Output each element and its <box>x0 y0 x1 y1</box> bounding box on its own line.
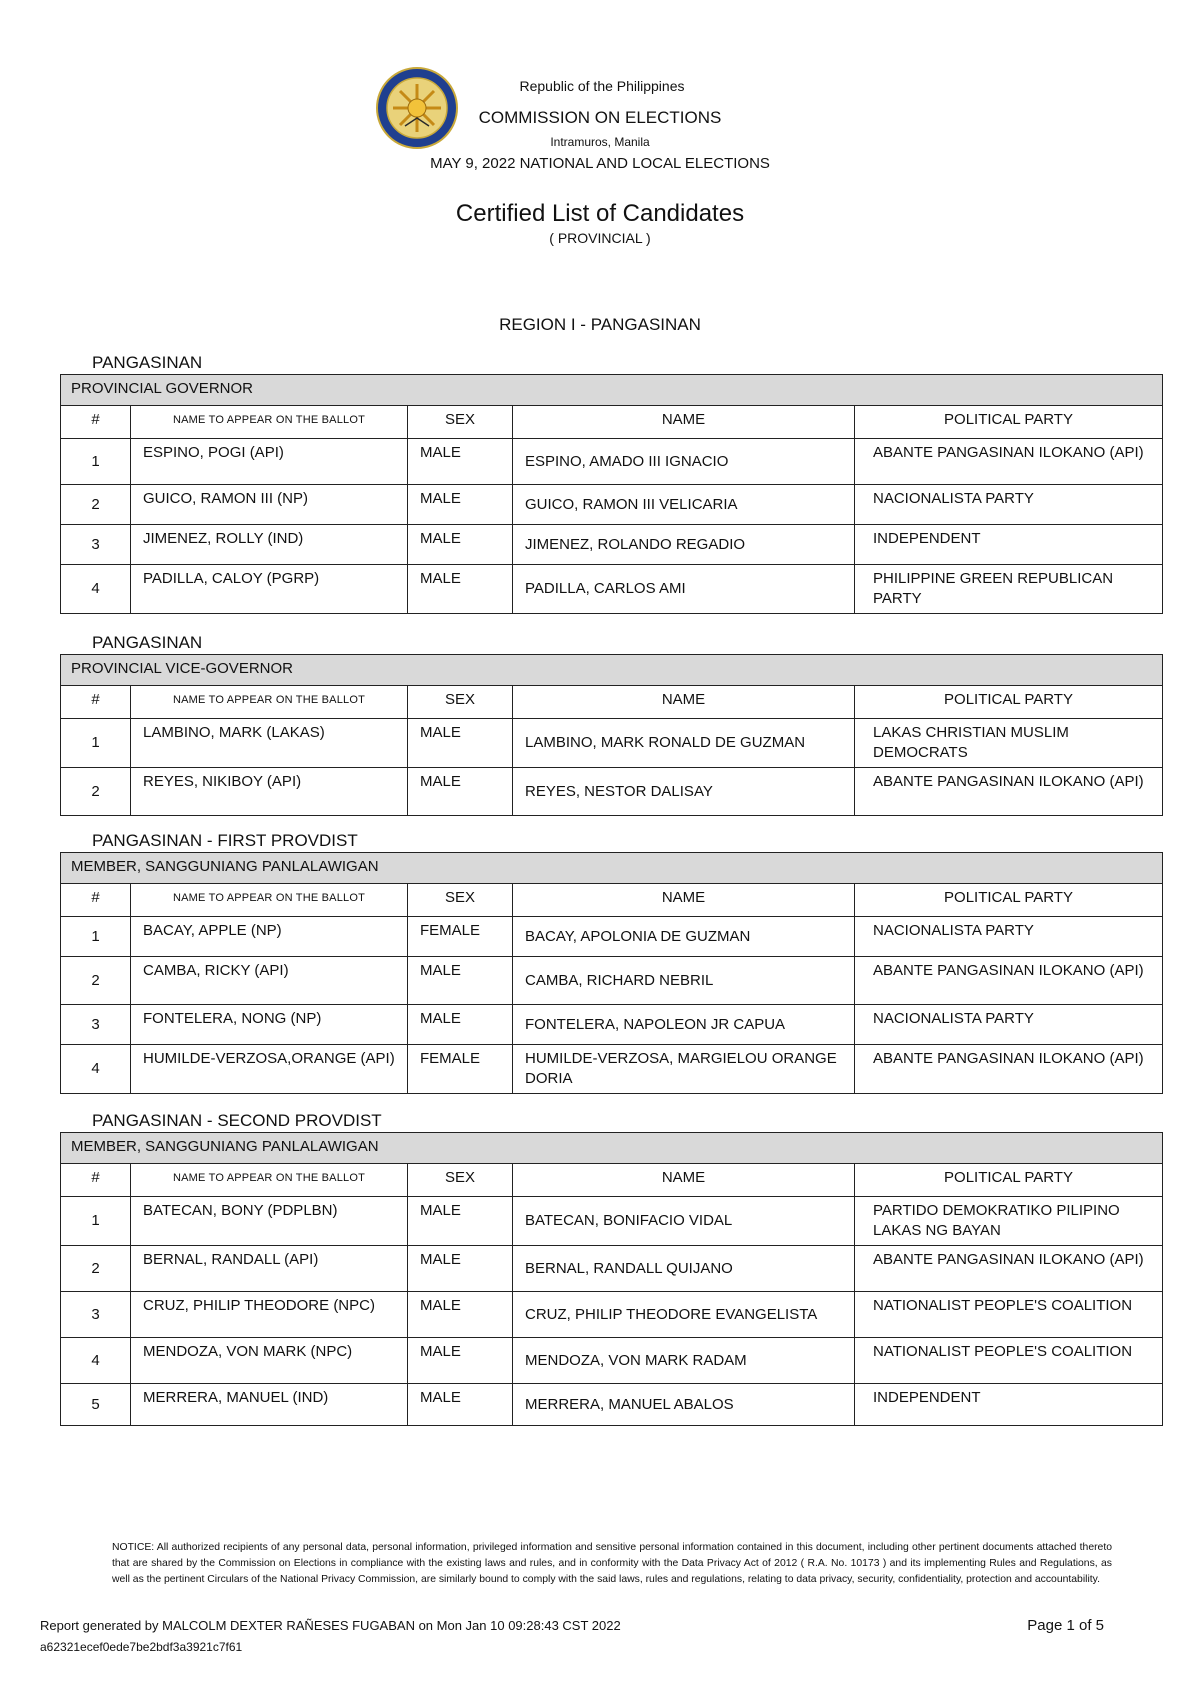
table-row <box>61 485 1163 525</box>
cell-ballot-name: LAMBINO, MARK (LAKAS) <box>131 719 408 768</box>
column-header-name: NAME <box>513 884 855 917</box>
cell-party: NACIONALISTA PARTY <box>855 1005 1163 1045</box>
cell-number: 5 <box>61 1384 131 1426</box>
cell-number: 1 <box>61 917 131 957</box>
cell-ballot-name: BATECAN, BONY (PDPLBN) <box>131 1197 408 1246</box>
position-title: PROVINCIAL VICE-GOVERNOR <box>61 655 1163 686</box>
region-heading: REGION I - PANGASINAN <box>499 315 701 334</box>
cell-party: ABANTE PANGASINAN ILOKANO (API) <box>855 768 1163 816</box>
report-generated-note: Report generated by MALCOLM DEXTER RAÑESES FUGABAN on Mon Jan 10 09:28:43 CST 2022 <box>40 1618 621 1633</box>
cell-party: INDEPENDENT <box>855 525 1163 565</box>
cell-full-name: BATECAN, BONIFACIO VIDAL <box>513 1197 855 1246</box>
cell-number: 4 <box>61 565 131 614</box>
cell-ballot-name: HUMILDE-VERZOSA,ORANGE (API) <box>131 1045 408 1094</box>
column-header-row <box>61 1164 1163 1197</box>
commission-heading: COMMISSION ON ELECTIONS <box>478 108 722 127</box>
cell-number: 1 <box>61 1197 131 1246</box>
cell-sex: MALE <box>408 1246 513 1292</box>
cell-sex: MALE <box>408 1005 513 1045</box>
privacy-notice: NOTICE: All authorized recipients of any personal data, personal information, privileged information and sensitive personal information contained in this document, including other pertinent documents attached thereto that are shared by the Commission on Elections in compliance with the existing laws and rules, and in conformity with the Data Privacy Act of 2012 ( R.A. No. 10173 ) and its implementing Rules and Regulations, as well as the pertinent Circulars of the National Privacy Commission, are similarly bound to comply with the said laws, rules and regulations, relating to data privacy, security, confidentiality, protection and accountability. <box>112 1542 1112 1585</box>
column-header-row <box>61 686 1163 719</box>
cell-party: NACIONALISTA PARTY <box>855 485 1163 525</box>
cell-sex: MALE <box>408 768 513 816</box>
cell-sex: MALE <box>408 957 513 1005</box>
area-label: PANGASINAN <box>92 633 203 652</box>
document-title: Certified List of Candidates <box>455 200 745 227</box>
candidates-table <box>60 374 1163 614</box>
area-label: PANGASINAN - FIRST PROVDIST <box>92 831 358 850</box>
column-header-number: # <box>61 1164 131 1197</box>
cell-number: 2 <box>61 768 131 816</box>
cell-party: NATIONALIST PEOPLE'S COALITION <box>855 1292 1163 1338</box>
area-label: PANGASINAN - SECOND PROVDIST <box>92 1111 382 1130</box>
cell-number: 1 <box>61 439 131 485</box>
page-number: Page 1 of 5 <box>1027 1617 1104 1634</box>
cell-party: ABANTE PANGASINAN ILOKANO (API) <box>855 957 1163 1005</box>
cell-number: 4 <box>61 1045 131 1094</box>
cell-number: 3 <box>61 1292 131 1338</box>
column-header-ballot-name: NAME TO APPEAR ON THE BALLOT <box>131 1164 408 1197</box>
cell-number: 3 <box>61 525 131 565</box>
cell-full-name: PADILLA, CARLOS AMI <box>513 565 855 614</box>
cell-full-name: CRUZ, PHILIP THEODORE EVANGELISTA <box>513 1292 855 1338</box>
cell-sex: FEMALE <box>408 1045 513 1094</box>
cell-ballot-name: JIMENEZ, ROLLY (IND) <box>131 525 408 565</box>
section-4 <box>60 1110 1162 1426</box>
section-3 <box>60 830 1162 1094</box>
cell-full-name: GUICO, RAMON III VELICARIA <box>513 485 855 525</box>
column-header-sex: SEX <box>408 406 513 439</box>
cell-number: 2 <box>61 485 131 525</box>
cell-ballot-name: PADILLA, CALOY (PGRP) <box>131 565 408 614</box>
table-row <box>61 1197 1163 1246</box>
column-header-name: NAME <box>513 406 855 439</box>
cell-sex: MALE <box>408 485 513 525</box>
column-header-ballot-name: NAME TO APPEAR ON THE BALLOT <box>131 406 408 439</box>
cell-full-name: LAMBINO, MARK RONALD DE GUZMAN <box>513 719 855 768</box>
cell-sex: MALE <box>408 525 513 565</box>
cell-full-name: REYES, NESTOR DALISAY <box>513 768 855 816</box>
cell-full-name: HUMILDE-VERZOSA, MARGIELOU ORANGE DORIA <box>513 1045 855 1094</box>
table-row <box>61 719 1163 768</box>
cell-sex: MALE <box>408 1197 513 1246</box>
table-row <box>61 439 1163 485</box>
table-row <box>61 565 1163 614</box>
column-header-sex: SEX <box>408 1164 513 1197</box>
area-label: PANGASINAN <box>92 353 203 372</box>
column-header-name: NAME <box>513 1164 855 1197</box>
cell-party: ABANTE PANGASINAN ILOKANO (API) <box>855 1045 1163 1094</box>
location-heading: Intramuros, Manila <box>550 135 650 149</box>
document-subtitle: ( PROVINCIAL ) <box>549 230 651 246</box>
cell-full-name: JIMENEZ, ROLANDO REGADIO <box>513 525 855 565</box>
candidates-table <box>60 852 1163 1094</box>
cell-ballot-name: BERNAL, RANDALL (API) <box>131 1246 408 1292</box>
table-row <box>61 1246 1163 1292</box>
candidates-table <box>60 1132 1163 1426</box>
candidates-table <box>60 654 1163 816</box>
cell-sex: MALE <box>408 1292 513 1338</box>
column-header-ballot-name: NAME TO APPEAR ON THE BALLOT <box>131 884 408 917</box>
cell-ballot-name: MENDOZA, VON MARK (NPC) <box>131 1338 408 1384</box>
cell-full-name: MENDOZA, VON MARK RADAM <box>513 1338 855 1384</box>
table-row <box>61 1005 1163 1045</box>
table-row <box>61 525 1163 565</box>
position-title: MEMBER, SANGGUNIANG PANLALAWIGAN <box>61 853 1163 884</box>
cell-ballot-name: BACAY, APPLE (NP) <box>131 917 408 957</box>
cell-sex: MALE <box>408 1384 513 1426</box>
column-header-party: POLITICAL PARTY <box>855 884 1163 917</box>
cell-sex: FEMALE <box>408 917 513 957</box>
cell-party: NATIONALIST PEOPLE'S COALITION <box>855 1338 1163 1384</box>
section-1 <box>60 352 1162 614</box>
cell-number: 3 <box>61 1005 131 1045</box>
column-header-name: NAME <box>513 686 855 719</box>
cell-party: NACIONALISTA PARTY <box>855 917 1163 957</box>
column-header-number: # <box>61 406 131 439</box>
cell-ballot-name: ESPINO, POGI (API) <box>131 439 408 485</box>
election-heading: MAY 9, 2022 NATIONAL AND LOCAL ELECTIONS <box>430 155 770 172</box>
column-header-party: POLITICAL PARTY <box>855 1164 1163 1197</box>
column-header-ballot-name: NAME TO APPEAR ON THE BALLOT <box>131 686 408 719</box>
table-row <box>61 768 1163 816</box>
cell-ballot-name: MERRERA, MANUEL (IND) <box>131 1384 408 1426</box>
republic-heading: Republic of the Philippines <box>519 78 685 94</box>
column-header-party: POLITICAL PARTY <box>855 686 1163 719</box>
cell-party: PHILIPPINE GREEN REPUBLICAN PARTY <box>855 565 1163 614</box>
cell-full-name: FONTELERA, NAPOLEON JR CAPUA <box>513 1005 855 1045</box>
cell-ballot-name: REYES, NIKIBOY (API) <box>131 768 408 816</box>
cell-ballot-name: GUICO, RAMON III (NP) <box>131 485 408 525</box>
table-row <box>61 917 1163 957</box>
cell-full-name: CAMBA, RICHARD NEBRIL <box>513 957 855 1005</box>
cell-party: ABANTE PANGASINAN ILOKANO (API) <box>855 439 1163 485</box>
cell-number: 2 <box>61 1246 131 1292</box>
column-header-number: # <box>61 884 131 917</box>
column-header-row <box>61 884 1163 917</box>
cell-number: 2 <box>61 957 131 1005</box>
cell-sex: MALE <box>408 565 513 614</box>
table-row <box>61 957 1163 1005</box>
cell-ballot-name: CAMBA, RICKY (API) <box>131 957 408 1005</box>
cell-party: LAKAS CHRISTIAN MUSLIM DEMOCRATS <box>855 719 1163 768</box>
column-header-number: # <box>61 686 131 719</box>
cell-party: INDEPENDENT <box>855 1384 1163 1426</box>
cell-full-name: BERNAL, RANDALL QUIJANO <box>513 1246 855 1292</box>
section-2 <box>60 632 1162 816</box>
position-title: MEMBER, SANGGUNIANG PANLALAWIGAN <box>61 1133 1163 1164</box>
cell-sex: MALE <box>408 1338 513 1384</box>
cell-sex: MALE <box>408 719 513 768</box>
cell-full-name: MERRERA, MANUEL ABALOS <box>513 1384 855 1426</box>
cell-full-name: BACAY, APOLONIA DE GUZMAN <box>513 917 855 957</box>
report-hash: a62321ecef0ede7be2bdf3a3921c7f61 <box>40 1640 243 1654</box>
cell-party: PARTIDO DEMOKRATIKO PILIPINO LAKAS NG BAYAN <box>855 1197 1163 1246</box>
column-header-sex: SEX <box>408 686 513 719</box>
cell-ballot-name: FONTELERA, NONG (NP) <box>131 1005 408 1045</box>
cell-party: ABANTE PANGASINAN ILOKANO (API) <box>855 1246 1163 1292</box>
table-row <box>61 1292 1163 1338</box>
column-header-party: POLITICAL PARTY <box>855 406 1163 439</box>
table-row <box>61 1384 1163 1426</box>
cell-number: 4 <box>61 1338 131 1384</box>
position-title: PROVINCIAL GOVERNOR <box>61 375 1163 406</box>
cell-sex: MALE <box>408 439 513 485</box>
column-header-row <box>61 406 1163 439</box>
table-row <box>61 1338 1163 1384</box>
table-row <box>61 1045 1163 1094</box>
column-header-sex: SEX <box>408 884 513 917</box>
cell-number: 1 <box>61 719 131 768</box>
cell-full-name: ESPINO, AMADO III IGNACIO <box>513 439 855 485</box>
cell-ballot-name: CRUZ, PHILIP THEODORE (NPC) <box>131 1292 408 1338</box>
